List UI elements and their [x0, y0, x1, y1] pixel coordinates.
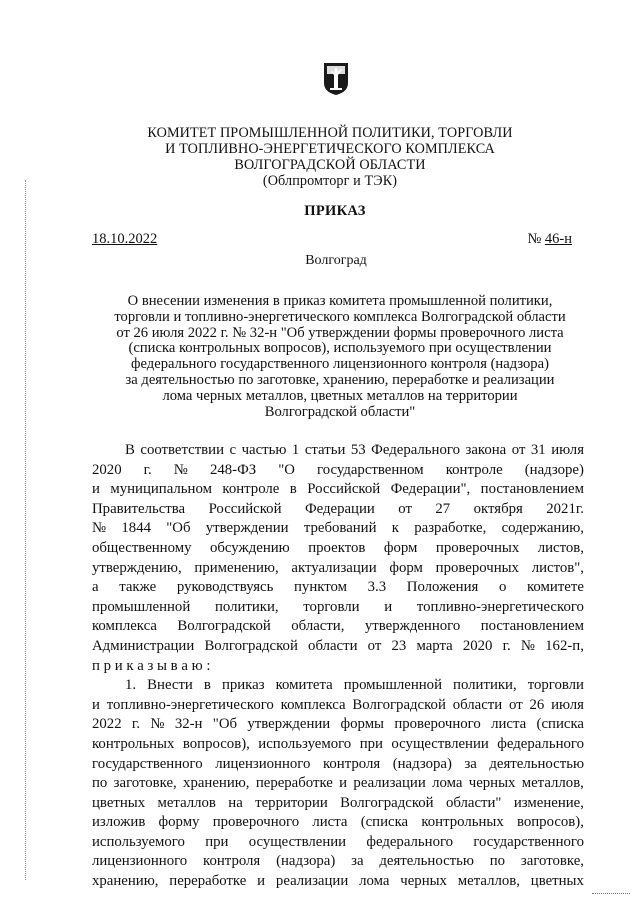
body-word: 31	[530, 442, 546, 458]
body-word: 23	[391, 637, 407, 654]
body-word: политики,	[453, 677, 517, 694]
body-word: формы	[340, 716, 384, 733]
body-word: постановлением	[480, 481, 584, 498]
body-line	[92, 755, 584, 775]
body-line	[92, 872, 584, 892]
body-line	[92, 519, 584, 539]
body-word: за	[464, 755, 477, 772]
body-word: (надзора)	[392, 755, 452, 772]
body-word: обсуждению	[210, 539, 290, 556]
body-word: черных	[400, 873, 447, 890]
organization-abbreviation: (Облпромторг и ТЭК)	[262, 173, 398, 189]
body-word: от	[367, 637, 382, 654]
body-word: и	[339, 775, 348, 792]
body-word: используемого	[92, 833, 185, 850]
body-word: утверждении	[247, 716, 331, 733]
body-word: промышленной	[343, 677, 442, 694]
body-word: пунктом	[294, 579, 347, 596]
body-word: Российской	[208, 500, 282, 517]
body-word: актуализации	[291, 559, 377, 576]
body-word: металлов,	[521, 775, 584, 792]
body-word: 2020	[92, 461, 122, 478]
body-word: по	[92, 775, 108, 792]
body-word: утвержденного	[364, 618, 461, 635]
body-word: Волгоградской	[177, 618, 271, 635]
body-word: 26	[529, 696, 545, 713]
body-word: г.	[143, 461, 152, 478]
body-word: переработке	[169, 873, 247, 890]
body-word: федерального	[497, 735, 584, 752]
body-word: лицензионного	[92, 853, 188, 870]
body-word: 2021г.	[546, 500, 584, 517]
body-word: г.	[502, 637, 511, 654]
body-word: проверочных	[435, 559, 519, 576]
body-word: 27	[435, 500, 451, 517]
scan-edge-dotted-line	[25, 180, 27, 880]
body-word: №	[173, 461, 188, 478]
body-word: листа	[312, 814, 348, 831]
body-word: территории	[255, 794, 328, 811]
body-line	[92, 539, 584, 559]
body-word: и	[92, 481, 100, 498]
volgograd-coat-of-arms-icon	[323, 62, 349, 96]
subject-line: лома черных металлов, цветных металлов на территории	[162, 387, 518, 404]
body-word: переработке	[255, 775, 333, 792]
body-word: при	[205, 833, 229, 850]
order-body-text	[92, 441, 584, 892]
body-word: топливно-энергетического	[106, 696, 274, 713]
body-word: торговли	[527, 677, 584, 694]
body-word: содержанию,	[501, 520, 584, 537]
body-word: на	[228, 794, 243, 811]
body-word: частью	[241, 442, 287, 458]
body-word: октября	[473, 500, 523, 517]
body-word: области,	[291, 618, 345, 635]
body-word: проверочного	[212, 814, 300, 831]
body-word: промышленной	[92, 598, 191, 615]
body-word: контроля	[322, 755, 381, 772]
body-word: реализации	[353, 775, 426, 792]
organization-line: И ТОПЛИВНО-ЭНЕРГЕТИЧЕСКОГО КОМПЛЕКСА	[165, 141, 495, 157]
body-word: (списка	[536, 716, 584, 733]
body-word: 1	[291, 442, 300, 458]
body-word: вопросов),	[516, 814, 584, 831]
body-word: 248-ФЗ	[209, 461, 257, 478]
body-word: Администрации	[92, 637, 195, 654]
body-line	[92, 559, 584, 579]
body-line	[92, 441, 584, 461]
body-word: 1844	[121, 520, 151, 537]
body-word: изложив	[92, 814, 146, 831]
body-word: соответствии	[140, 442, 224, 458]
body-word: "Об	[166, 520, 191, 537]
body-line	[92, 461, 584, 481]
body-word: цветных	[92, 794, 146, 811]
body-word: №	[150, 716, 165, 733]
body-line	[92, 500, 584, 520]
body-word: Волгоградской	[340, 794, 434, 811]
body-word: контроле	[222, 481, 280, 498]
body-word: области	[452, 696, 503, 713]
body-word: реализации	[275, 873, 349, 890]
body-word: приказ	[221, 677, 265, 694]
body-word: заготовке,	[520, 853, 584, 870]
body-word: утверждении	[205, 520, 289, 537]
body-word: государственного	[92, 755, 203, 772]
subject-line: Волгоградской области"	[264, 403, 416, 420]
organization-line: ВОЛГОГРАДСКОЙ ОБЛАСТИ	[234, 157, 426, 173]
body-word: а	[92, 579, 99, 596]
body-word: осуществлении	[391, 735, 489, 752]
order-city: Волгоград	[305, 253, 367, 268]
body-word: хранению,	[92, 873, 159, 890]
body-line	[92, 696, 584, 716]
body-word: осуществлении	[248, 833, 347, 850]
body-word: к	[391, 520, 399, 537]
body-word: Федерации	[304, 500, 375, 517]
body-line	[92, 598, 584, 618]
body-word: Российской	[307, 481, 381, 498]
body-word: и	[384, 598, 393, 615]
body-word: и	[92, 696, 100, 713]
body-word: от	[509, 696, 523, 713]
body-word: государственном	[317, 461, 424, 478]
body-word: "О	[278, 461, 295, 478]
body-word: лицензионного	[215, 755, 311, 772]
order-title: ПРИКАЗ	[304, 203, 366, 219]
body-word: Федерации",	[390, 481, 471, 498]
body-line	[92, 813, 584, 833]
body-word: утверждению,	[92, 559, 182, 576]
subject-line: торговли и топливно-энергетического комплекса Волгоградской области	[114, 308, 566, 325]
body-word: изменение,	[513, 794, 584, 811]
body-word: 162-п,	[545, 637, 584, 654]
body-word: 3.3	[367, 579, 387, 596]
body-word: 2020	[462, 637, 493, 654]
body-word: форм	[383, 539, 418, 556]
body-word: Внести	[147, 677, 193, 694]
body-word: лома	[359, 873, 390, 890]
body-word: марта	[416, 637, 453, 654]
order-date: 18.10.2022	[92, 231, 158, 247]
body-word: с	[229, 442, 237, 458]
body-word: руководствуясь	[176, 579, 274, 596]
body-word: области	[308, 637, 358, 654]
body-line: п р и к а з ы в а ю :	[92, 657, 211, 674]
body-word: г.	[131, 716, 141, 733]
body-word: используемого	[258, 735, 352, 752]
body-word: В	[125, 442, 135, 458]
body-word: за	[351, 853, 364, 870]
body-line	[92, 480, 584, 500]
order-subject	[90, 294, 590, 420]
body-word: "Об	[212, 716, 238, 733]
body-word: Правительства	[92, 500, 186, 517]
body-word: комитете	[527, 579, 584, 596]
body-word: форму	[158, 814, 200, 831]
body-line	[92, 637, 584, 657]
body-word: торговли	[303, 598, 360, 615]
subject-line: от 26 июля 2022 г. № 32-н "Об утверждении формы проверочного листа	[116, 324, 564, 341]
body-word: металлов,	[457, 873, 520, 890]
body-word: Волгоградской	[352, 696, 446, 713]
body-word: 53	[350, 442, 366, 458]
body-word: применению,	[194, 559, 279, 576]
body-word: топливно-энергетического	[416, 598, 584, 615]
body-word: июля	[551, 442, 584, 458]
body-word: листов",	[531, 559, 584, 576]
body-word: государственного	[473, 833, 584, 850]
body-word: закона	[465, 442, 507, 458]
body-line	[92, 617, 584, 637]
body-word: проверочных	[435, 539, 520, 556]
body-word: комплекса	[92, 618, 157, 635]
body-word: июля	[551, 696, 584, 713]
body-word: разработке,	[414, 520, 487, 537]
body-word: комитета	[275, 677, 333, 694]
body-word: общественному	[92, 539, 192, 556]
body-word: металлов	[157, 794, 216, 811]
body-line	[92, 794, 584, 814]
body-word: листа	[491, 716, 527, 733]
body-word: статьи	[304, 442, 346, 458]
body-line	[92, 715, 584, 735]
body-word: по	[489, 853, 506, 870]
body-word: в	[289, 481, 297, 498]
body-word: деятельностью	[379, 853, 474, 870]
body-word: от	[511, 442, 526, 458]
subject-line: за деятельностью по заготовке, хранению, переработке и реализации	[125, 371, 555, 388]
body-line	[92, 735, 584, 755]
subject-line: федерального государственного лицензионного контроля (надзора)	[131, 356, 549, 373]
body-word: цветных	[530, 873, 584, 890]
body-word: области"	[445, 794, 502, 811]
order-number-value: 46-н	[544, 231, 572, 247]
body-word: 1.	[125, 677, 137, 694]
order-number	[527, 231, 572, 248]
body-word: политики,	[214, 598, 279, 615]
body-word: форм	[389, 559, 423, 576]
body-word: федерального	[366, 833, 454, 850]
body-line	[92, 833, 584, 853]
body-word: 2022	[92, 716, 122, 733]
order-number-prefix: №	[527, 231, 542, 247]
body-word: №	[520, 637, 535, 654]
body-word: (списка	[360, 814, 409, 831]
body-word: Федерального	[371, 442, 460, 458]
body-word: деятельностью	[489, 755, 584, 772]
body-word: от	[398, 500, 412, 517]
body-word: контроля	[203, 853, 261, 870]
body-word: муниципальном	[110, 481, 212, 498]
body-word: проверочного	[394, 716, 481, 733]
body-word: хранению,	[183, 775, 250, 792]
subject-line: О внесении изменения в приказ комитета промышленной политики,	[127, 293, 553, 309]
scan-mark	[592, 893, 630, 895]
body-word: и	[257, 873, 266, 890]
body-word: черных	[468, 775, 516, 792]
body-word: листов,	[537, 539, 584, 556]
body-line	[92, 676, 584, 696]
body-word: (надзора)	[276, 853, 336, 870]
body-word: (надзоре)	[524, 461, 584, 478]
body-word: также	[119, 579, 157, 596]
body-word: комплекса	[280, 696, 346, 713]
body-word: заготовке,	[113, 775, 177, 792]
body-word: вопросов),	[182, 735, 250, 752]
body-word: №	[92, 520, 107, 537]
organization-line: КОМИТЕТ ПРОМЫШЛЕННОЙ ПОЛИТИКИ, ТОРГОВЛИ	[147, 125, 513, 141]
subject-line: (списка контрольных вопросов), используемого при осуществлении	[128, 340, 552, 357]
body-word: проектов	[308, 539, 366, 556]
body-word: в	[203, 677, 211, 694]
body-word: о	[498, 579, 507, 596]
body-word: при	[359, 735, 383, 752]
body-line	[92, 774, 584, 794]
body-word: 32-н	[174, 716, 203, 733]
body-word: Волгоградской	[204, 637, 298, 654]
body-line	[92, 852, 584, 872]
body-word: постановлением	[480, 618, 584, 635]
body-word: лома	[432, 775, 463, 792]
body-word: контрольных	[92, 735, 175, 752]
body-line	[92, 578, 584, 598]
body-word: требований	[303, 520, 377, 537]
body-word: Положения	[406, 579, 479, 596]
body-word: контроле	[445, 461, 503, 478]
body-word: контрольных	[421, 814, 504, 831]
organization-header	[60, 125, 600, 189]
